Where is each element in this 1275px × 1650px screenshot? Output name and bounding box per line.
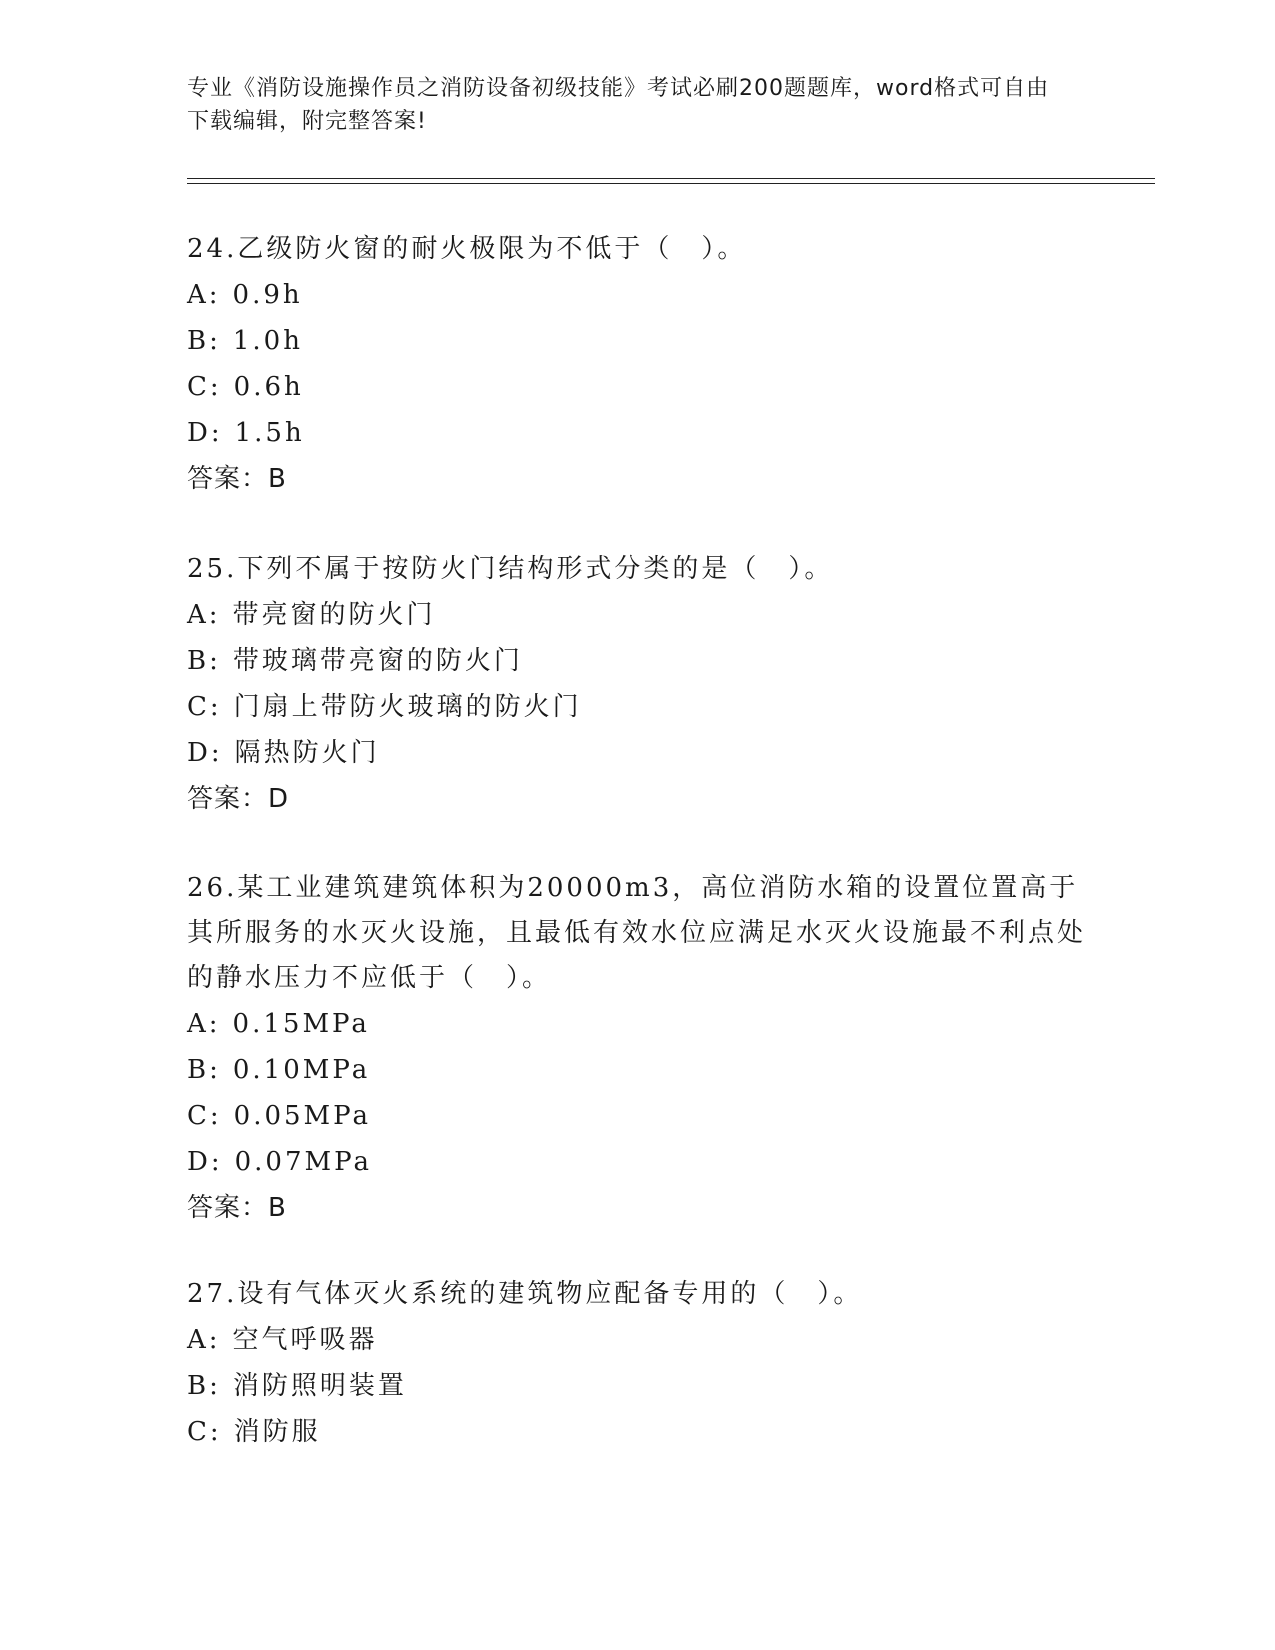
- option-key: B:: [187, 1371, 221, 1401]
- option-key: D:: [187, 738, 223, 768]
- option-a: [187, 592, 1087, 638]
- question-25: [187, 547, 1087, 822]
- option-d: [187, 730, 1087, 776]
- option-key: A:: [187, 1325, 221, 1355]
- option-text: 0.10MPa: [232, 1055, 371, 1085]
- option-key: C:: [187, 1417, 222, 1447]
- answer-line: 答案：B: [187, 1193, 287, 1223]
- option-text: 0.6h: [233, 372, 304, 402]
- option-d: [187, 410, 1087, 456]
- option-b: [187, 638, 1087, 684]
- option-a: [187, 1317, 1087, 1363]
- question-26: [187, 866, 1087, 1231]
- answer-line: 答案：B: [187, 464, 287, 494]
- question-stem: 27.设有气体灭火系统的建筑物应配备专用的（ ）。: [187, 1279, 863, 1309]
- option-text: 0.15MPa: [232, 1009, 370, 1039]
- option-key: C:: [187, 1101, 222, 1131]
- option-key: A:: [187, 1009, 221, 1039]
- option-key: B:: [187, 1055, 221, 1085]
- option-c: [187, 364, 1087, 410]
- option-text: 门扇上带防火玻璃的防火门: [233, 692, 582, 722]
- option-text: 空气呼吸器: [232, 1325, 378, 1355]
- option-text: 1.5h: [234, 418, 305, 448]
- option-key: C:: [187, 692, 222, 722]
- option-d: [187, 1139, 1087, 1185]
- option-b: [187, 1363, 1087, 1409]
- question-stem: 25.下列不属于按防火门结构形式分类的是（ ）。: [187, 554, 834, 584]
- document-header: 专业《消防设施操作员之消防设备初级技能》考试必刷200题题库，word格式可自由下载编辑，附完整答案!: [187, 76, 1050, 134]
- option-key: A:: [187, 600, 221, 630]
- question-stem: 26.某工业建筑建筑体积为20000m3，高位消防水箱的设置位置高于其所服务的水灭火设施，且最低有效水位应满足水灭火设施最不利点处的静水压力不应低于（ ）。: [187, 873, 1087, 993]
- option-text: 1.0h: [232, 326, 303, 356]
- question-24: [187, 227, 1087, 502]
- option-b: [187, 318, 1087, 364]
- option-c: [187, 1409, 1087, 1455]
- option-b: [187, 1047, 1087, 1093]
- option-key: B:: [187, 646, 221, 676]
- option-key: B:: [187, 326, 221, 356]
- option-text: 消防服: [233, 1417, 321, 1447]
- option-text: 0.05MPa: [233, 1101, 371, 1131]
- option-c: [187, 1093, 1087, 1139]
- option-text: 带玻璃带亮窗的防火门: [232, 646, 523, 676]
- option-text: 0.07MPa: [234, 1147, 372, 1177]
- option-text: 消防照明装置: [232, 1371, 407, 1401]
- header-divider-bottom: [187, 183, 1155, 184]
- option-text: 隔热防火门: [234, 738, 380, 768]
- option-a: [187, 1001, 1087, 1047]
- answer-line: 答案：D: [187, 784, 290, 814]
- option-text: 带亮窗的防火门: [232, 600, 436, 630]
- option-key: D:: [187, 418, 223, 448]
- option-key: A:: [187, 280, 221, 310]
- option-text: 0.9h: [232, 280, 303, 310]
- option-a: [187, 272, 1087, 318]
- option-key: D:: [187, 1147, 223, 1177]
- option-key: C:: [187, 372, 222, 402]
- question-27: [187, 1272, 1087, 1455]
- question-stem: 24.乙级防火窗的耐火极限为不低于（ ）。: [187, 234, 747, 264]
- option-c: [187, 684, 1087, 730]
- header-divider-top: [187, 178, 1155, 179]
